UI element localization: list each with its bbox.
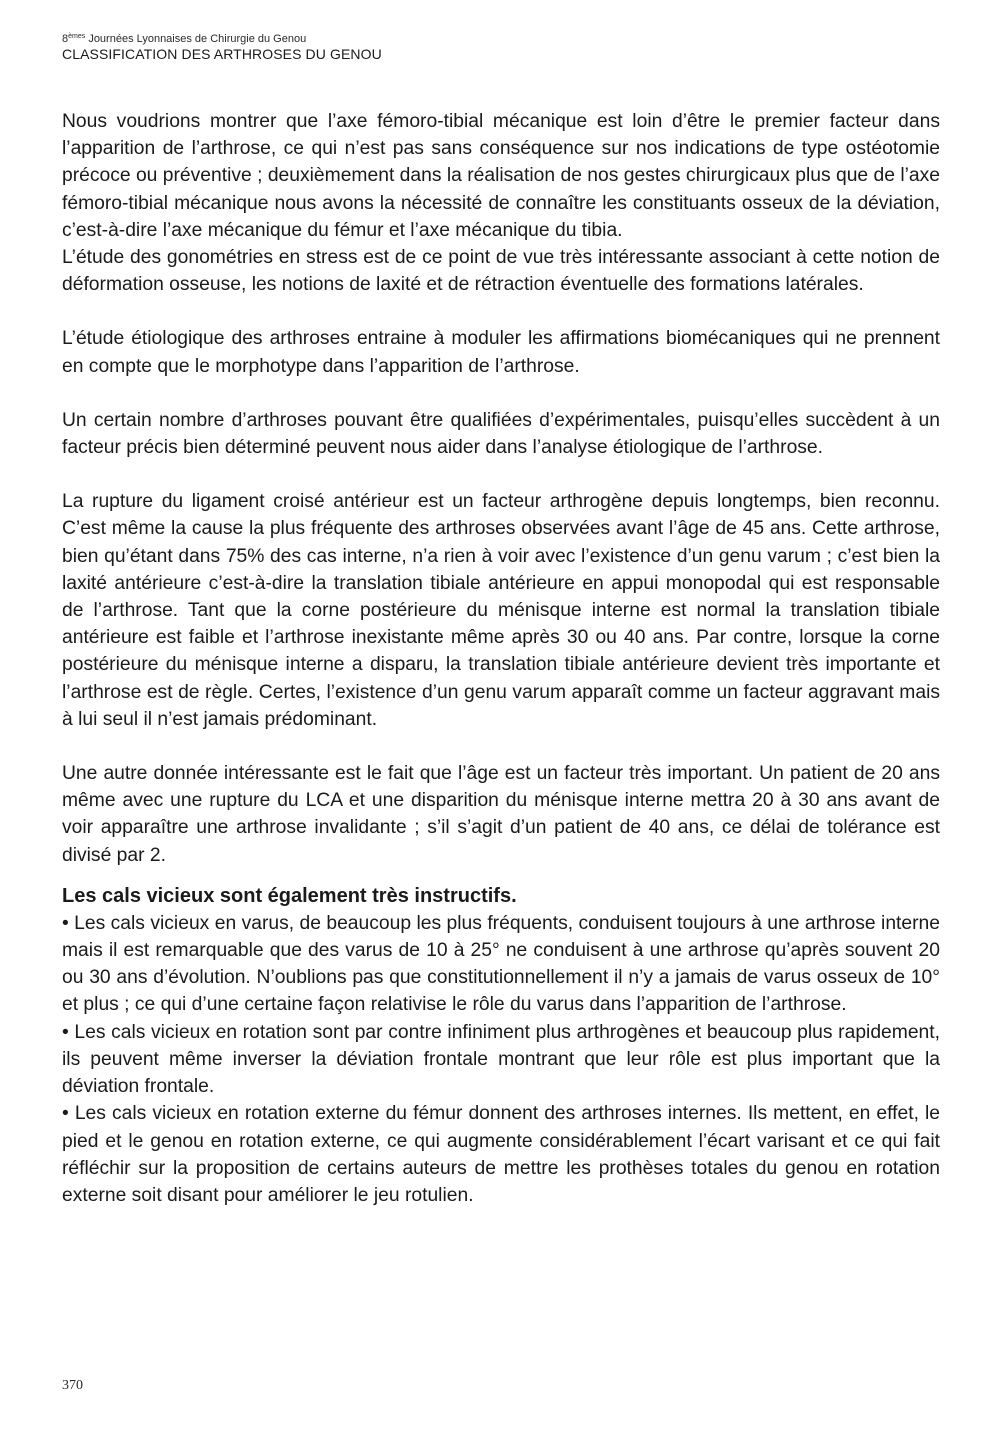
body-text [62,108,940,1209]
edition-ordinal: 8 [62,33,69,45]
paragraph: L’étude étiologique des arthroses entraine à moduler les affirmations biomécaniques qui ne prennent en compte que le morphotype dans l’apparition de l’arthrose. [62,328,940,377]
paragraph-gap [62,869,940,883]
paragraph: La rupture du ligament croisé antérieur est un facteur arthrogène depuis longtemps, bien reconnu. C’est même la cause la plus fréquente des arthroses observées avant l’âge de 45 ans. Cette arthrose, bien qu’étant dans 75% des cas interne, n’a rien à voir avec l’existence d’un genu varum ; c’est bien la laxité antérieure c’est-à-dire la translation tibiale antérieure en appui monopodal qui est responsable de l’arthrose. Tant que la corne postérieure du ménisque interne est normal la translation tibiale antérieure est faible et l’arthrose inexistante même après 30 ou 40 ans. Par contre, lorsque la corne postérieure du ménisque interne a disparu, la translation tibiale antérieure devient très importante et l’arthrose est de règle. Certes, l’existence d’un genu varum apparaît comme un facteur aggravant mais à lui seul il n’est jamais prédominant. [62,491,940,730]
paragraph-gap [62,461,940,488]
bullet-item: • Les cals vicieux en varus, de beaucoup les plus fréquents, conduisent toujours à une arthrose interne mais il est remarquable que des varus de 10 à 25° ne conduisent à une arthrose qu’après souvent 20 ou 30 ans d’évolution. N’oublions pas que constitutionnellement il n’y a jamais de varus osseux de 10° et plus ; ce qui d’une certaine façon relativise le rôle du varus dans l’apparition de l’arthrose. [62,912,940,1016]
paragraph-gap [62,298,940,325]
paragraph: Un certain nombre d’arthroses pouvant être qualifiées d’expérimentales, puisqu’elles succèdent à un facteur précis bien déterminé peuvent nous aider dans l’analyse étiologique de l’arthrose. [62,409,940,459]
paragraph: Nous voudrions montrer que l’axe fémoro-tibial mécanique est loin d’être le premier facteur dans l’apparition de l’arthrose, ce qui n’est pas sans conséquence sur nos indications de type ostéotomie précoce ou préventive ; deuxièmement dans la réalisation de nos gestes chirurgicaux plus que de l’axe fémoro-tibial mécanique nous avons la nécessité de connaître les constituants osseux de la déviation, c’est-à-dire l’axe mécanique du fémur et l’axe mécanique du tibia. [62,111,940,241]
conference-name [62,33,382,46]
bullet-item: • Les cals vicieux en rotation sont par contre infiniment plus arthrogènes et beaucoup plus rapidement, ils peuvent même inverser la déviation frontale montrant que leur rôle est plus important que la déviation frontale. [62,1021,940,1098]
paragraph: L’étude des gonométries en stress est de ce point de vue très intéressante associant à cette notion de déformation osseuse, les notions de laxité et de rétraction éventuelle des formations latérales. [62,247,940,296]
bullet-item: • Les cals vicieux en rotation externe du fémur donnent des arthroses internes. Ils mettent, en effet, le pied et le genou en rotation externe, ce qui augmente considérablement l’écart varisant et ce qui fait réfléchir sur la proposition de certains auteurs de mettre les prothèses totales du genou en rotation externe soit disant pour améliorer le jeu rotulien. [62,1103,940,1206]
edition-ordinal-suffix: èmes [68,33,86,40]
paragraph: Une autre donnée intéressante est le fait que l’âge est un facteur très important. Un patient de 20 ans même avec une rupture du LCA et une disparition du ménisque interne mettra 20 à 30 ans avant de voir apparaître une arthrose invalidante ; s’il s’agit d’un patient de 40 ans, ce délai de tolérance est divisé par 2. [62,763,940,866]
conference-title: Journées Lyonnaises de Chirurgie du Genou [88,33,307,45]
section-heading: Les cals vicieux sont également très instructifs. [62,884,517,907]
running-header [62,33,382,63]
paragraph-gap [62,733,940,760]
chapter-title: CLASSIFICATION DES ARTHROSES DU GENOU [62,46,382,62]
page-number: 370 [62,1378,83,1393]
paragraph-gap [62,380,940,407]
